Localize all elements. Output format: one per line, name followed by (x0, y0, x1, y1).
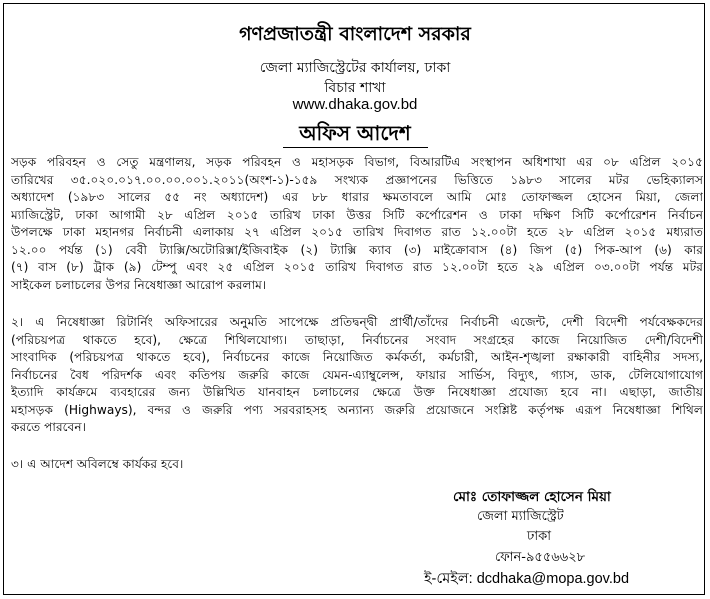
paragraph-line: (পরিচয়পত্র থাকতে হবে), ক্ষেত্রে শিথিলযোগ্য। তাছাড়া, নির্বাচনের সংবাদ সংগ্রহের কাজে নিয়োজিত দেশী/বিদেশী (11, 332, 703, 347)
website-link[interactable]: www.dhaka.gov.bd (292, 96, 418, 113)
title-underline (283, 147, 428, 148)
paragraph-2 (11, 314, 703, 437)
paragraph-3 (11, 456, 703, 474)
signatory-place: ঢাকা (527, 529, 551, 544)
paragraph-line: নির্বাচনের বৈধ পরিদর্শক এবং কতিপয় জরুরি কাজে যেমন-এ্যাম্বুলেন্স, ফায়ার সার্ভিস, বিদ্যুৎ, গ্যাস, ডাক, টেলিযোগাযোগ (11, 367, 703, 382)
paragraph-line: সাংবাদিক (পরিচয়পত্র থাকতে হবে), নির্বাচনের কাজে নিয়োজিত কর্মকর্তা, কর্মচারী, আইন-শৃঙ্খলা রক্ষাকারী বাহিনীর সদস্য, (11, 350, 703, 364)
paragraph-line: (৭) বাস (৮) ট্রাক (৯) টেম্পু এবং ২৫ এপ্রিল ২০১৫ তারিখ দিবাগত রাত ১২.০০টা হতে ২৯ এপ্রিল ০৩.০০টা পর্যন্ত মটর (11, 260, 703, 274)
signatory-phone: ফোন-৯৫৫৬৬২৮ (495, 550, 586, 565)
paragraph-line: ৩। এ আদেশ অবিলম্বে কার্যকর হবে। (11, 457, 184, 471)
paragraph-line: ম্যাজিস্ট্রেট, ঢাকা আগামী ২৮ এপ্রিল ২০১৫ তারিখ ঢাকা উত্তর সিটি কর্পোরেশন ও ঢাকা দক্ষিণ সিটি কর্পোরেশন নির্বাচন (11, 207, 703, 222)
signatory-email[interactable]: ই-মেইল: dcdhaka@mopa.gov.bd (424, 571, 630, 587)
paragraph-line: তারিখের ৩৫.০২০.০১৭.০০.০০.০০১.২০১১(অংশ-১)-১৫৯ সংখ্যক প্রজ্ঞাপনের ভিত্তিতে ১৯৮৩ সালের মটর ভেহিক্যালস (11, 172, 703, 187)
order-title: অফিস আদেশ (299, 121, 411, 145)
paragraph-line: অধ্যাদেশ (১৯৮৩ সালের ৫৫ নং অধ্যাদেশ) এর ৮৮ ধারার ক্ষমতাবলে আমি মোঃ তোফাজ্জল হোসেন মিয়া, জেলা (11, 190, 703, 204)
paragraph-line: ২। এ নিষেধাজ্ঞা রিটার্নিং অফিসারের অনুমতি সাপেক্ষে প্রতিদ্বন্দ্বী প্রার্থী/তাঁদের নির্বাচনী এজেন্ট, দেশী বিদেশী পর্যবেক্ষকদের (11, 315, 703, 329)
signatory-name: মোঃ তোফাজ্জল হোসেন মিয়া (453, 489, 611, 505)
paragraph-line: ১২.০০ পর্যন্ত (১) বেবী ট্যাক্সি/অটোরিক্সা/ইজিবাইক (২) ট্যাক্সি ক্যাব (৩) মাইক্রোবাস (৪) জিপ (৫) পিক-আপ (৬) কার (11, 242, 703, 257)
signatory-designation: জেলা ম্যাজিস্ট্রেট (477, 509, 564, 524)
paragraph-line: সড়ক পরিবহন ও সেতু মন্ত্রণালয়, সড়ক পরিবহন ও মহাসড়ক বিভাগ, বিআরটিএ সংস্থাপন অধিশাখা এর ০৮ এপ্রিল ২০১৫ (11, 155, 703, 169)
paragraph-line: উপলক্ষে ঢাকা মহানগর নির্বাচনী এলাকায় ২৭ এপ্রিল ২০১৫ তারিখ দিবাগত রাত ১২.০০টা হতে ২৮ এপ্রিল ২০১৫ মধ্যরাত (11, 225, 703, 239)
paragraph-line: মহাসড়ক (Highways), বন্দর ও জরুরি পণ্য সরবরাহসহ অন্যান্য জরুরি প্রয়োজনে সংশ্লিষ্ট কর্তৃপক্ষ এরূপ নিষেধাজ্ঞা শিথিল (11, 402, 703, 417)
paragraph-line: ইত্যাদি কার্যক্রমে ব্যবহারের জন্য উল্লিখিত যানবাহন চলাচলের ক্ষেত্রে উক্ত নিষেধাজ্ঞা প্রযোজ্য হবে না। এছাড়া, জাতীয় (11, 385, 703, 399)
paragraph-line: করতে পারবেন। (11, 420, 86, 434)
paragraph-1 (11, 154, 703, 294)
section-name: বিচার শাখা (324, 80, 386, 96)
government-title: গণপ্রজাতন্ত্রী বাংলাদেশ সরকার (239, 23, 471, 45)
office-name: জেলা ম্যাজিস্ট্রেটের কার্যালয়, ঢাকা (259, 60, 451, 76)
paragraph-line: সাইকেল চলাচলের উপর নিষেধাজ্ঞা আরোপ করলাম। (11, 277, 267, 292)
